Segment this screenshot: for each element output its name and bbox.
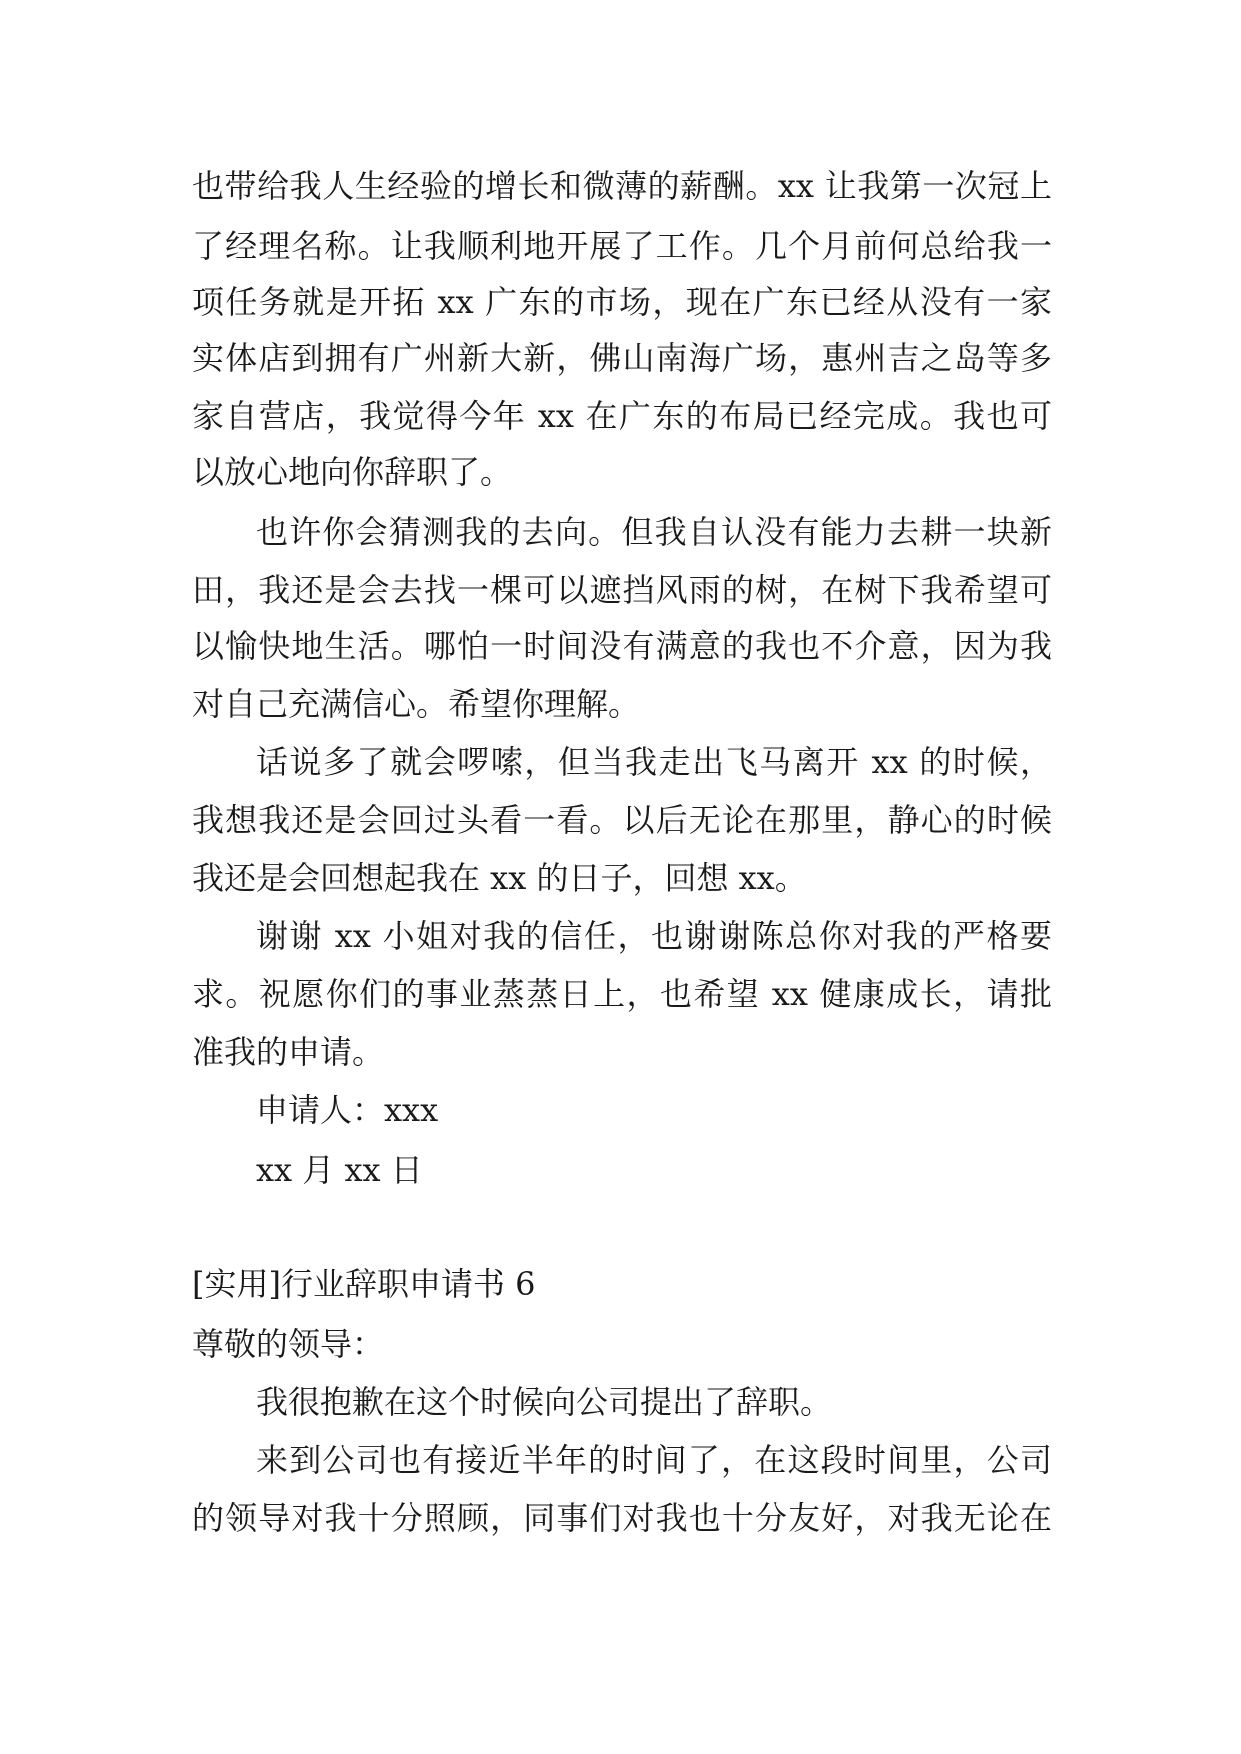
paragraph-2-line-2: 田，我还是会去找一棵可以遮挡风雨的树，在树下我希望可 [192, 571, 1052, 609]
salutation: 尊敬的领导： [192, 1325, 385, 1363]
paragraph-3-line-1: 话说多了就会啰嗦，但当我走出飞马离开 xx 的时候， [256, 743, 1052, 781]
paragraph-4-line-1: 谢谢 xx 小姐对我的信任，也谢谢陈总你对我的严格要 [256, 917, 1052, 955]
paragraph-3-line-2: 我想我还是会回过头看一看。以后无论在那里，静心的时候 [192, 801, 1052, 839]
paragraph-4-line-2: 求。祝愿你们的事业蒸蒸日上，也希望 xx 健康成长，请批 [192, 975, 1052, 1013]
paragraph-1-line-2: 了经理名称。让我顺利地开展了工作。几个月前何总给我一 [192, 227, 1052, 265]
paragraph-2-line-4: 对自己充满信心。希望你理解。 [192, 685, 641, 723]
paragraph-1-line-3: 项任务就是开拓 xx 广东的市场，现在广东已经从没有一家 [192, 283, 1052, 321]
paragraph-4-line-3: 准我的申请。 [192, 1033, 385, 1071]
section-body-line-2: 的领导对我十分照顾，同事们对我也十分友好，对我无论在 [192, 1499, 1052, 1537]
paragraph-3-line-3: 我还是会回想起我在 xx 的日子，回想 xx。 [192, 859, 807, 897]
section-body-line-1: 来到公司也有接近半年的时间了，在这段时间里，公司 [256, 1441, 1052, 1479]
signature-applicant: 申请人：xxx [256, 1091, 439, 1129]
paragraph-1-line-4: 实体店到拥有广州新大新，佛山南海广场，惠州吉之岛等多 [192, 339, 1052, 377]
paragraph-2-line-1: 也许你会猜测我的去向。但我自认没有能力去耕一块新 [256, 513, 1052, 551]
signature-date: xx 月 xx 日 [256, 1151, 423, 1189]
paragraph-1-line-1: 也带给我人生经验的增长和微薄的薪酬。xx 让我第一次冠上 [192, 167, 1052, 205]
paragraph-2-line-3: 以愉快地生活。哪怕一时间没有满意的我也不介意，因为我 [192, 627, 1052, 665]
section-title: [实用]行业辞职申请书 6 [192, 1265, 536, 1303]
paragraph-1-line-5: 家自营店，我觉得今年 xx 在广东的布局已经完成。我也可 [192, 397, 1052, 435]
paragraph-1-line-6: 以放心地向你辞职了。 [192, 453, 513, 491]
opening-line: 我很抱歉在这个时候向公司提出了辞职。 [256, 1383, 833, 1421]
